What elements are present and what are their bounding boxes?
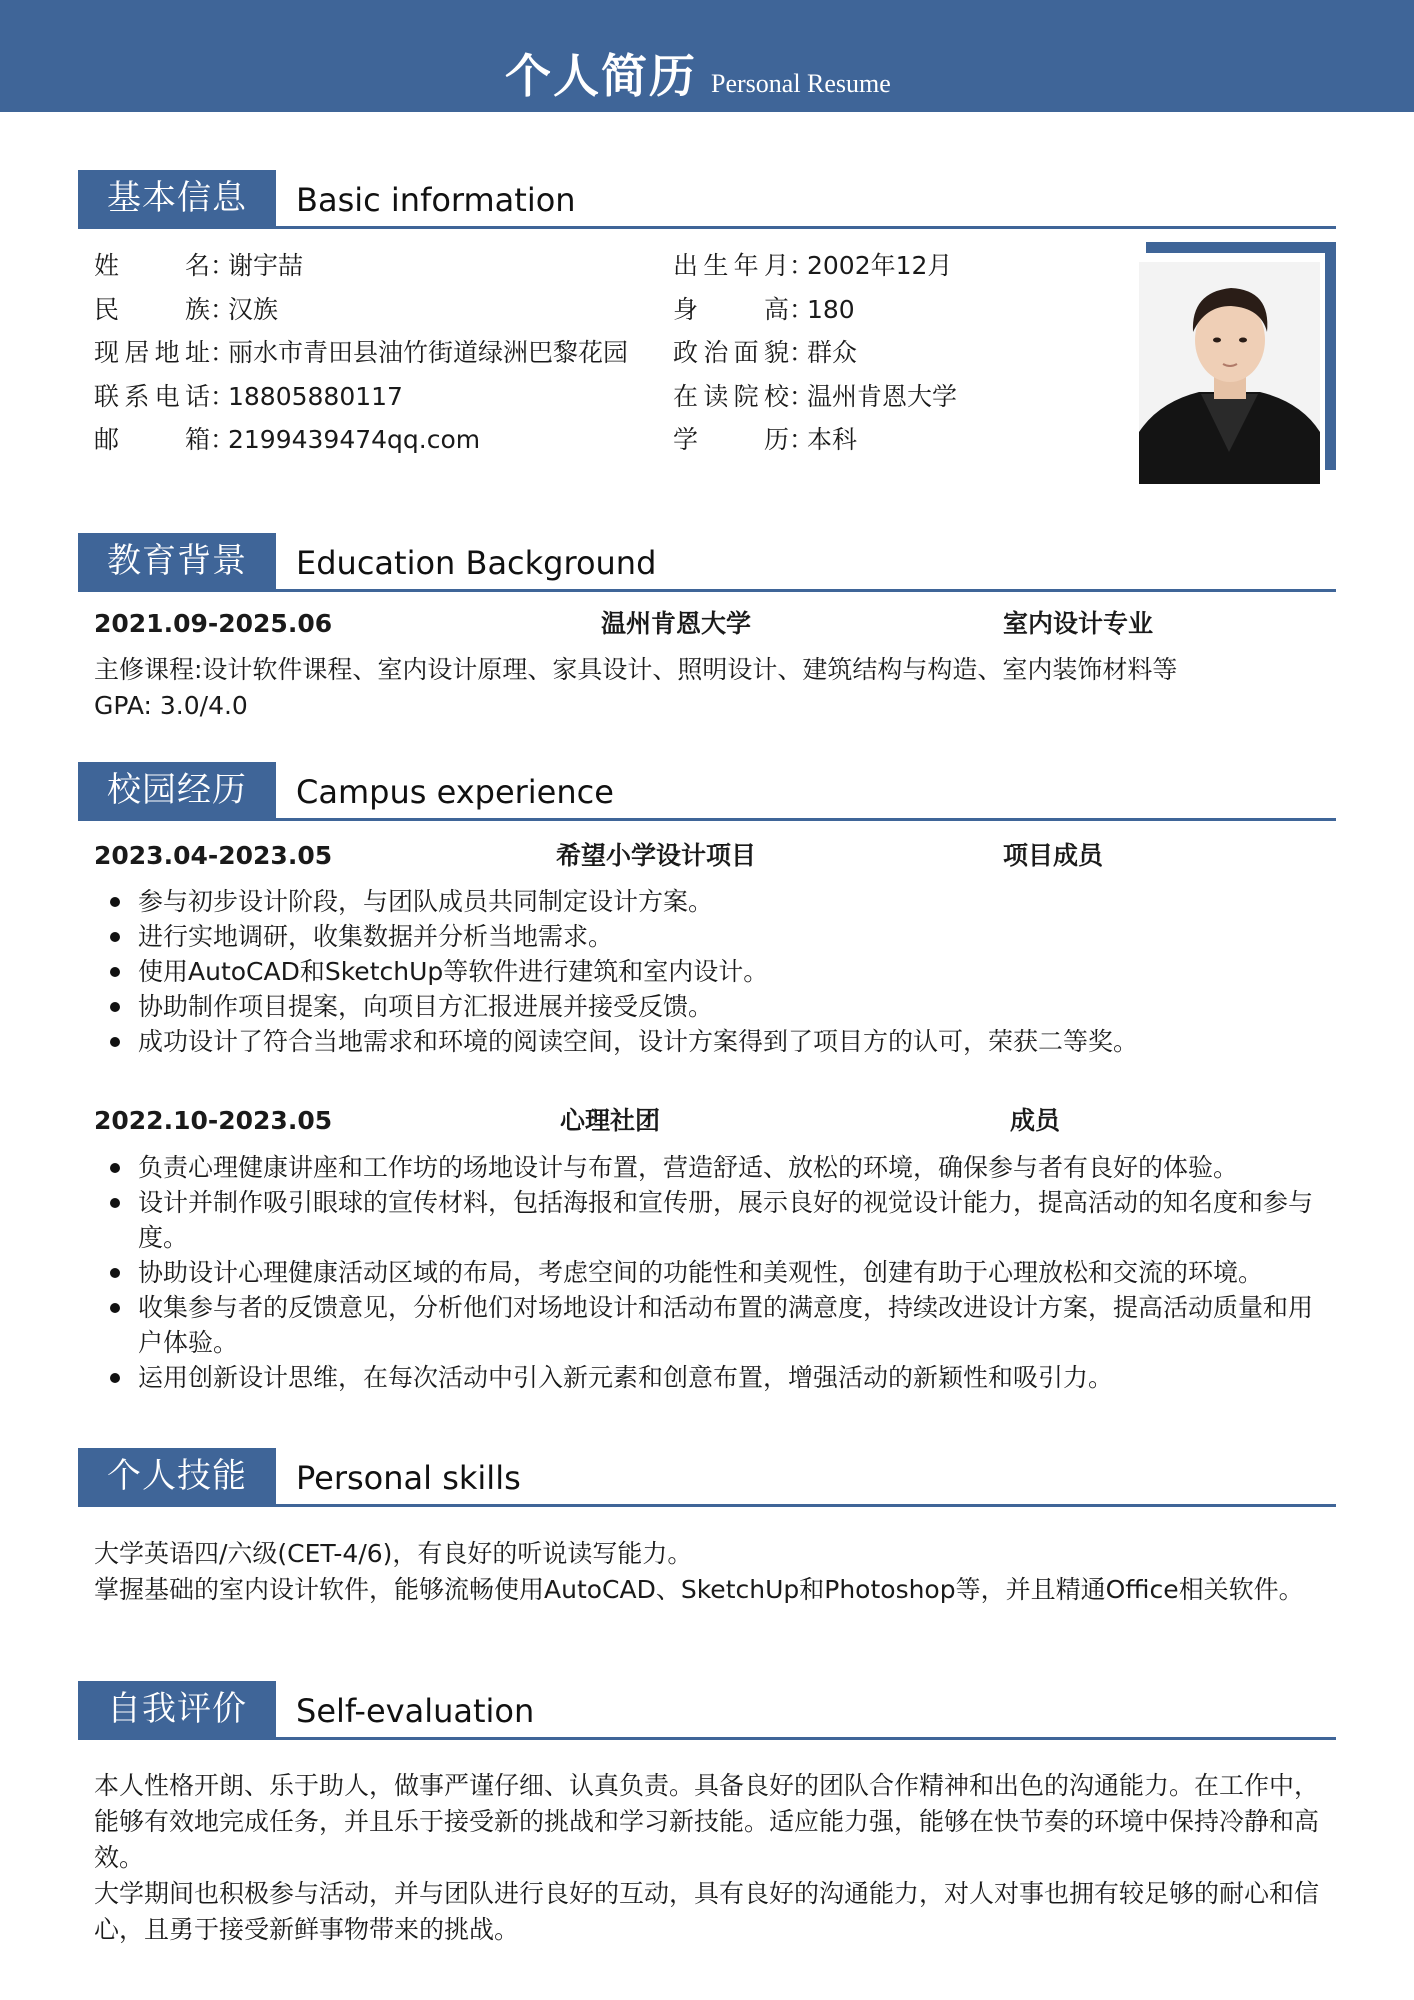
list-item: 收集参与者的反馈意见，分析他们对场地设计和活动布置的满意度，持续改进设计方案，提高活动质量和用户体验。 <box>94 1290 1334 1360</box>
section-rule <box>78 1504 1336 1507</box>
section-title-en: Basic information <box>296 181 576 219</box>
education-period: 2021.09-2025.06 <box>94 609 333 638</box>
header-bar <box>0 0 1414 112</box>
self-paragraph: 大学期间也积极参与活动，并与团队进行良好的互动，具有良好的沟通能力，对人对事也拥有较足够的耐心和信心，且勇于接受新鲜事物带来的挑战。 <box>94 1879 1320 1944</box>
info-value: 温州肯恩大学 <box>807 382 958 411</box>
campus-period: 2022.10-2023.05 <box>94 1106 333 1135</box>
section-campus <box>78 762 1336 822</box>
section-tag: 教育背景 <box>78 533 276 589</box>
info-value: 丽水市青田县油竹街道绿洲巴黎花园 <box>228 338 629 367</box>
section-rule <box>78 818 1336 821</box>
skills-text <box>94 1536 1344 1608</box>
campus-items <box>94 884 1344 1059</box>
list-item: 参与初步设计阶段，与团队成员共同制定设计方案。 <box>94 884 1344 919</box>
list-item: 协助制作项目提案，向项目方汇报进展并接受反馈。 <box>94 989 1344 1024</box>
info-ethnicity: 民族：汉族 <box>94 295 279 324</box>
list-item: 使用AutoCAD和SketchUp等软件进行建筑和室内设计。 <box>94 954 1344 989</box>
section-rule <box>78 1737 1336 1740</box>
info-email: 邮箱：2199439474qq.com <box>94 425 481 454</box>
info-degree: 学历：本科 <box>673 425 858 454</box>
list-item: 运用创新设计思维，在每次活动中引入新元素和创意布置，增强活动的新颖性和吸引力。 <box>94 1360 1334 1395</box>
skill-line: 掌握基础的室内设计软件，能够流畅使用AutoCAD、SketchUp和Photoshop等，并且精通Office相关软件。 <box>94 1575 1304 1604</box>
info-value: 2199439474qq.com <box>228 425 481 454</box>
education-gpa: GPA: 3.0/4.0 <box>94 691 248 720</box>
list-item: 成功设计了符合当地需求和环境的阅读空间，设计方案得到了项目方的认可，荣获二等奖。 <box>94 1024 1344 1059</box>
info-value: 180 <box>807 295 855 324</box>
title-cn: 个人简历 <box>505 49 697 103</box>
info-label: 身高 <box>673 295 789 324</box>
list-item: 负责心理健康讲座和工作坊的场地设计与布置，营造舒适、放松的环境，确保参与者有良好的体验。 <box>94 1150 1334 1185</box>
info-birth: 出生年月：2002年12月 <box>673 251 953 280</box>
info-name: 姓名：谢宇喆 <box>94 251 304 280</box>
self-evaluation-text <box>94 1768 1336 1948</box>
campus-role: 成员 <box>1010 1106 1061 1135</box>
info-value: 谢宇喆 <box>228 251 304 280</box>
info-label: 在读院校 <box>673 382 789 411</box>
info-label: 政治面貌 <box>673 338 789 367</box>
section-rule <box>78 226 1336 229</box>
list-item: 进行实地调研，收集数据并分析当地需求。 <box>94 919 1344 954</box>
info-label: 民族 <box>94 295 210 324</box>
campus-role: 项目成员 <box>1003 841 1104 870</box>
info-label: 姓名 <box>94 251 210 280</box>
section-rule <box>78 589 1336 592</box>
section-tag: 个人技能 <box>78 1448 276 1504</box>
section-title-en: Self-evaluation <box>296 1692 535 1730</box>
section-self <box>78 1681 1336 1741</box>
section-education <box>78 533 1336 593</box>
section-tag: 基本信息 <box>78 170 276 226</box>
resume-title <box>505 40 891 106</box>
info-label: 出生年月 <box>673 251 789 280</box>
campus-items <box>94 1150 1334 1395</box>
section-skills <box>78 1448 1336 1508</box>
campus-name: 希望小学设计项目 <box>556 841 757 870</box>
info-school: 在读院校：温州肯恩大学 <box>673 382 958 411</box>
education-courses: 主修课程:设计软件课程、室内设计原理、家具设计、照明设计、建筑结构与构造、室内装饰材料等 <box>94 655 1178 684</box>
info-label: 联系电话 <box>94 382 210 411</box>
education-major: 室内设计专业 <box>1003 609 1154 638</box>
info-value: 18805880117 <box>228 382 403 411</box>
info-value: 汉族 <box>228 295 279 324</box>
info-label: 邮箱 <box>94 425 210 454</box>
info-value: 2002年12月 <box>807 251 953 280</box>
campus-name: 心理社团 <box>560 1106 661 1135</box>
section-tag: 自我评价 <box>78 1681 276 1737</box>
info-politics: 政治面貌：群众 <box>673 338 858 367</box>
education-school: 温州肯恩大学 <box>601 609 752 638</box>
list-item: 设计并制作吸引眼球的宣传材料，包括海报和宣传册，展示良好的视觉设计能力，提高活动的知名度和参与度。 <box>94 1185 1334 1255</box>
self-paragraph: 本人性格开朗、乐于助人，做事严谨仔细、认真负责。具备良好的团队合作精神和出色的沟通能力。在工作中，能够有效地完成任务，并且乐于接受新的挑战和学习新技能。适应能力强，能够在快节奏的环境中保持冷静和高效。 <box>94 1771 1320 1872</box>
info-label: 现居地址 <box>94 338 210 367</box>
photo-frame <box>1325 242 1336 470</box>
info-label: 学历 <box>673 425 789 454</box>
info-height: 身高：180 <box>673 295 855 324</box>
section-title-en: Personal skills <box>296 1459 521 1497</box>
info-address: 现居地址：丽水市青田县油竹街道绿洲巴黎花园 <box>94 338 629 367</box>
campus-period: 2023.04-2023.05 <box>94 841 333 870</box>
portrait-image <box>1139 262 1320 484</box>
photo-frame <box>1146 242 1336 253</box>
info-phone: 联系电话：18805880117 <box>94 382 403 411</box>
info-value: 群众 <box>807 338 858 367</box>
section-tag: 校园经历 <box>78 762 276 818</box>
profile-photo <box>1139 262 1320 484</box>
list-item: 协助设计心理健康活动区域的布局，考虑空间的功能性和美观性，创建有助于心理放松和交流的环境。 <box>94 1255 1334 1290</box>
section-title-en: Campus experience <box>296 773 614 811</box>
section-title-en: Education Background <box>296 544 657 582</box>
section-basic <box>78 170 1336 230</box>
info-value: 本科 <box>807 425 858 454</box>
skill-line: 大学英语四/六级(CET-4/6)，有良好的听说读写能力。 <box>94 1539 693 1568</box>
title-en: Personal Resume <box>711 69 891 98</box>
